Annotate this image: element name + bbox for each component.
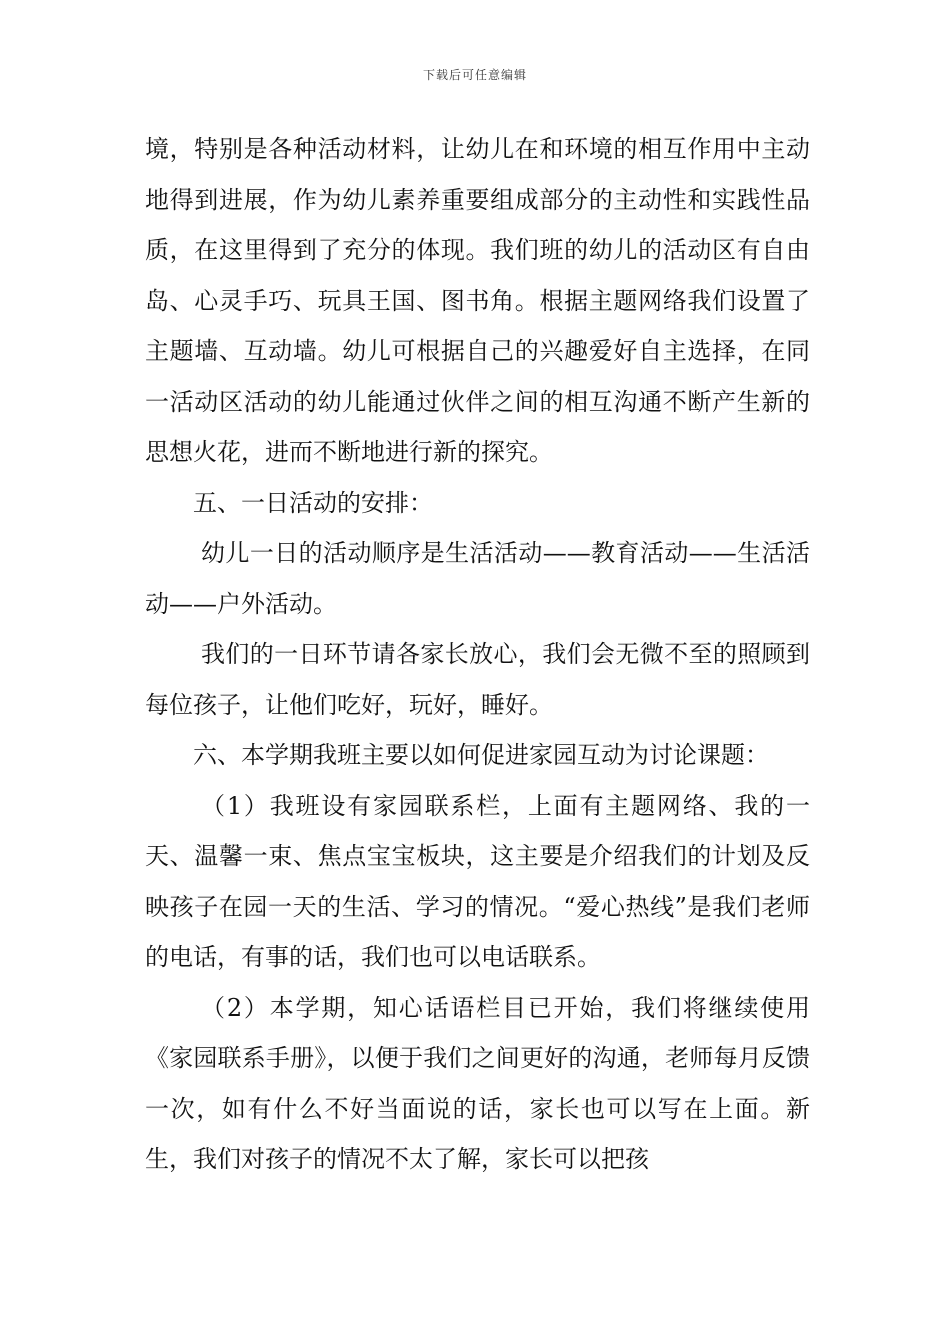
paragraph-item-2: （2）本学期，知心话语栏目已开始，我们将继续使用《家园联系手册》，以便于我们之间更好的沟通，老师每月反馈一次，如有什么不好当面说的话，家长也可以写在上面。新生，我们对孩子的情况不太了解，家长可以把孩 bbox=[145, 993, 810, 1173]
paragraph-reassurance: 我们的一日环节请各家长放心，我们会无微不至的照顾到每位孩子，让他们吃好，玩好，睡好。 bbox=[145, 640, 810, 719]
section-heading-daily-schedule: 五、一日活动的安排： bbox=[193, 488, 433, 517]
paragraph-environment: 境，特别是各种活动材料，让幼儿在和环境的相互作用中主动地得到进展，作为幼儿素养重要组成部分的主动性和实践性品质，在这里得到了充分的体现。我们班的幼儿的活动区有自由岛、心灵手巧、玩具王国、图书角。根据主题网络我们设置了主题墙、互动墙。幼儿可根据自己的兴趣爱好自主选择，在同一活动区活动的幼儿能通过伙伴之间的相互沟通不断产生新的思想火花，进而不断地进行新的探究。 bbox=[145, 135, 810, 466]
paragraph-activity-order: 幼儿一日的活动顺序是生活活动——教育活动——生活活动——户外活动。 bbox=[145, 539, 810, 618]
section-heading-home-school: 六、本学期我班主要以如何促进家园互动为讨论课题： bbox=[193, 741, 769, 769]
paragraph-item-1: （1）我班设有家园联系栏，上面有主题网络、我的一天、温馨一束、焦点宝宝板块，这主要是介绍我们的计划及反映孩子在园一天的生活、学习的情况。“爱心热线”是我们老师的电话，有事的话，我们也可以电话联系。 bbox=[145, 791, 810, 971]
document-body bbox=[145, 124, 810, 1185]
page-header: 下载后可任意编辑 bbox=[422, 68, 527, 82]
